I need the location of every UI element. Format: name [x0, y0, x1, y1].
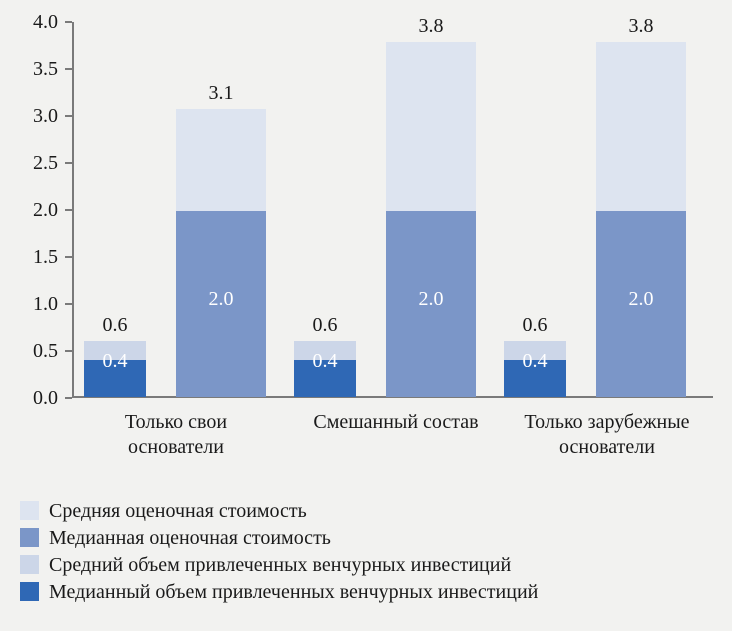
bar-valuation[interactable] [176, 82, 266, 397]
legend [20, 497, 720, 605]
bar-group [504, 15, 704, 397]
bar-investment[interactable] [504, 314, 566, 397]
bar-valuation[interactable] [386, 15, 476, 397]
y-tick-mark [65, 21, 72, 23]
bar-investment[interactable] [294, 314, 356, 397]
y-tick-label: 0.5 [33, 340, 58, 362]
legend-swatch-icon [20, 582, 39, 601]
y-tick-mark [65, 115, 72, 117]
legend-label: Средний объем привлеченных венчурных инвестиций [49, 553, 512, 576]
bar-value-label-mean-investment: 0.6 [522, 314, 548, 336]
bar-value-label-median-valuation: 2.0 [418, 288, 444, 310]
bar-value-label-median-investment: 0.4 [522, 350, 548, 372]
y-tick-mark [65, 256, 72, 258]
bar-value-label-mean-investment: 0.6 [312, 314, 338, 336]
bar-value-label-mean-valuation: 3.8 [418, 15, 444, 37]
y-tick-mark [65, 209, 72, 211]
y-tick-label: 1.0 [33, 293, 58, 315]
bar-value-label-median-investment: 0.4 [102, 350, 128, 372]
y-tick-mark [65, 350, 72, 352]
y-tick-label: 2.0 [33, 199, 58, 221]
bar-value-label-mean-valuation: 3.8 [628, 15, 654, 37]
x-category-label: Смешанный состав [313, 411, 479, 433]
bar-value-label-mean-valuation: 3.1 [208, 82, 234, 104]
x-category-label: Только свои основатели [124, 411, 228, 458]
y-tick-label: 1.5 [33, 246, 58, 268]
y-tick-mark [65, 303, 72, 305]
bar-valuation[interactable] [596, 15, 686, 397]
legend-item[interactable] [20, 551, 720, 578]
y-tick-mark [65, 162, 72, 164]
y-tick-label: 2.5 [33, 152, 58, 174]
y-tick-label: 3.0 [33, 105, 58, 127]
legend-swatch-icon [20, 501, 39, 520]
y-tick-label: 3.5 [33, 58, 58, 80]
legend-label: Медианная оценочная стоимость [49, 526, 331, 549]
bar-value-label-mean-investment: 0.6 [102, 314, 128, 336]
legend-item[interactable] [20, 524, 720, 551]
y-tick-label: 4.0 [33, 11, 58, 33]
legend-label: Средняя оценочная стоимость [49, 499, 307, 522]
legend-item[interactable] [20, 578, 720, 605]
y-tick-mark [65, 397, 72, 399]
legend-label: Медианный объем привлеченных венчурных инвестиций [49, 580, 539, 603]
bar-group [84, 22, 284, 397]
bar-value-label-median-investment: 0.4 [312, 350, 338, 372]
bar-group [294, 15, 494, 397]
legend-swatch-icon [20, 528, 39, 547]
y-tick-mark [65, 68, 72, 70]
legend-swatch-icon [20, 555, 39, 574]
bar-value-label-median-valuation: 2.0 [208, 288, 234, 310]
y-tick-label: 0.0 [33, 387, 58, 409]
x-category-label: Только зарубежные основатели [524, 411, 690, 458]
plot-area [72, 15, 712, 397]
legend-item[interactable] [20, 497, 720, 524]
bar-value-label-median-valuation: 2.0 [628, 288, 654, 310]
bar-investment[interactable] [84, 314, 146, 397]
